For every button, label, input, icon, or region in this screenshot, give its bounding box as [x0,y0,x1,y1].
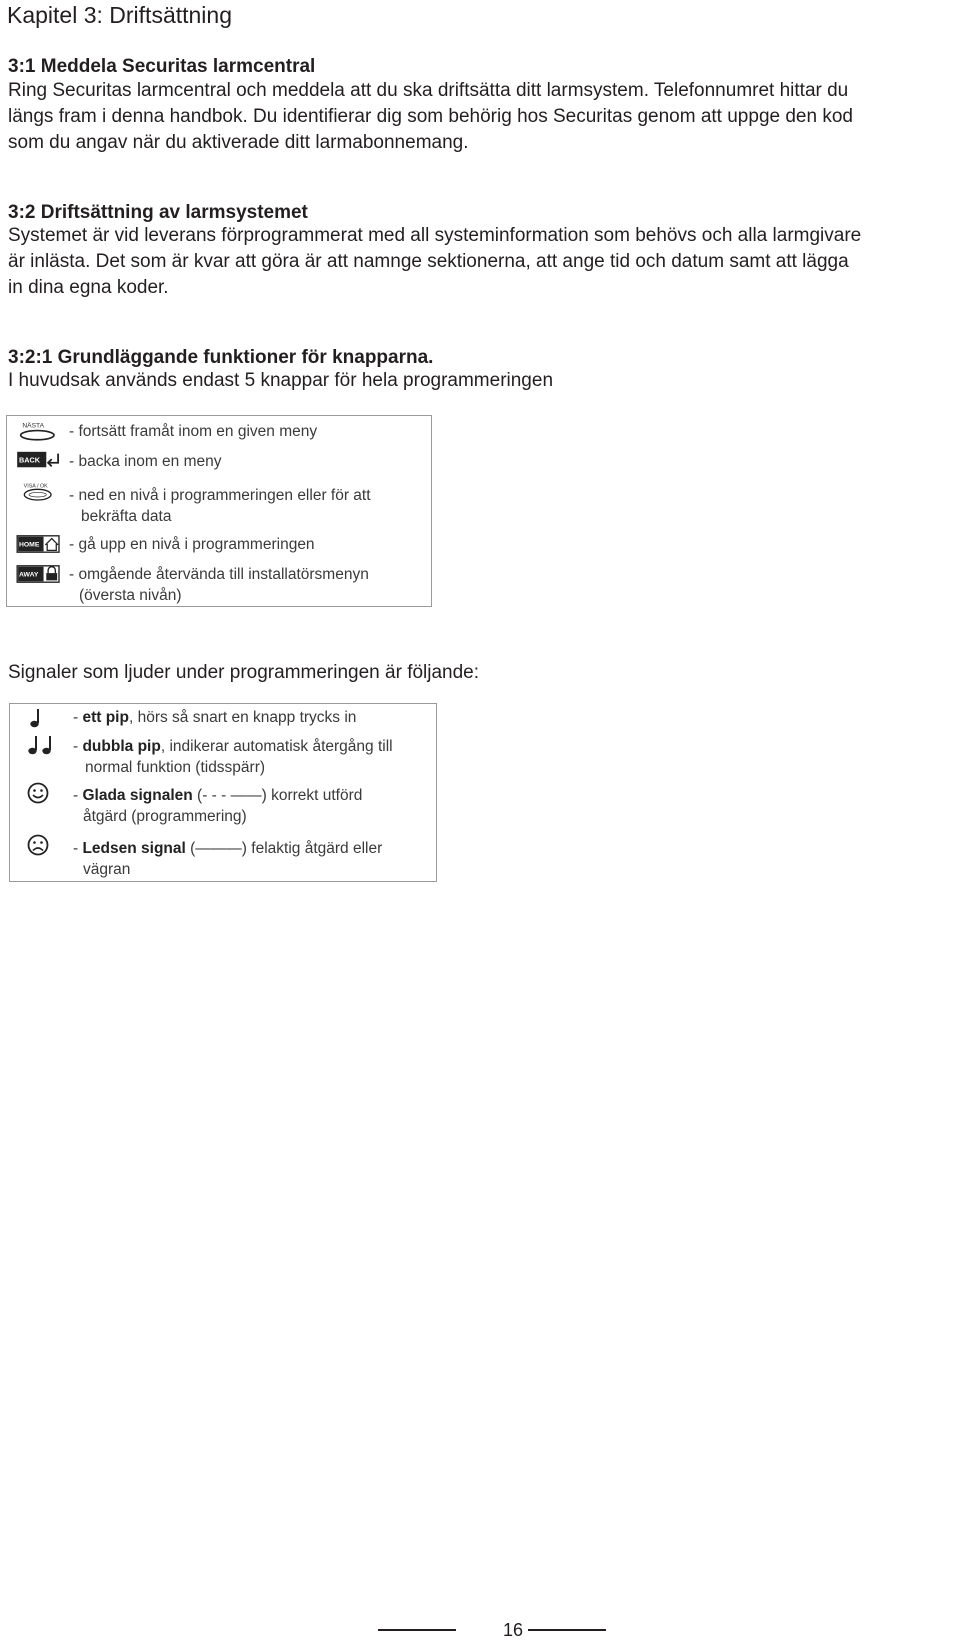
text-line: in dina egna koder. [8,277,169,298]
signal-desc-line2: åtgärd (programmering) [83,808,247,825]
text-line: - ned en nivå i programmeringen eller för att [69,487,371,504]
section-heading-3-1: 3:1 Meddela Securitas larmcentral [8,56,316,77]
signal-name: ett pip [82,709,129,726]
button-desc-nasta: - fortsätt framåt inom en given meny [69,423,318,440]
paragraph-3-2 [8,223,861,301]
button-desc-home: - gå upp en nivå i programmeringen [69,536,315,553]
signal-name: Ledsen signal [82,840,186,857]
signal-desc: (———) felaktig åtgärd eller [185,840,383,857]
button-desc-visa-ok [69,485,371,527]
footer-rule-left [378,1629,456,1631]
signal-row-happy: - Glada signalen (- - - ——) korrekt utförd åtgärd (programmering) [73,787,363,825]
nasta-button-icon [15,421,63,441]
signal-name: dubbla pip [82,738,161,755]
happy-face-icon [26,781,50,805]
chapter-title: Kapitel 3: Driftsättning [7,2,233,28]
button-desc-back: - backa inom en meny [69,453,222,470]
back-button-label: BACK [19,455,40,465]
text-line: (översta nivån) [79,587,182,604]
nasta-button-label: NÄSTA [22,422,45,430]
visa-ok-button-icon [15,482,63,502]
away-button-label: AWAY [19,571,39,579]
signal-desc: (- - - ——) korrekt utförd [192,787,363,804]
signal-row-sad: - Ledsen signal (———) felaktig åtgärd eller vägran [73,840,383,878]
home-button-label: HOME [19,541,40,549]
footer-rule-right [528,1629,606,1631]
signal-desc-line2: vägran [83,861,131,878]
signal-row-single: - ett pip, hörs så snart en knapp trycks in [73,709,357,726]
back-button-icon [15,450,63,470]
section-heading-3-2: 3:2 Driftsättning av larmsystemet [8,202,308,223]
text-line: längs fram i denna handbok. Du identifierar dig som behörig hos Securitas genom att uppge den kod [8,106,853,127]
signal-desc: , indikerar automatisk återgång till [160,738,393,755]
signal-row-double: - dubbla pip, indikerar automatisk återgång till normal funktion (tidsspärr) [73,738,393,776]
visa-ok-button-label: VISA / OK [23,483,48,490]
text-line: bekräfta data [81,508,172,525]
paragraph-3-1 [8,78,853,156]
text-line: Ring Securitas larmcentral och meddela att du ska driftsätta ditt larmsystem. Telefonnumret hittar du [8,80,849,101]
button-desc-away [69,564,369,606]
home-button-icon [15,534,63,554]
text-line: Systemet är vid leverans förprogrammerat med all systeminformation som behövs och alla larmgivare [8,225,862,246]
text-line: som du angav när du aktiverade ditt larmabonnemang. [8,132,469,153]
sad-face-icon [26,833,50,857]
page-number: 16 [502,1620,524,1640]
button-legend-box [6,415,432,607]
away-button-icon [15,564,63,584]
signals-intro: Signaler som ljuder under programmeringen är följande: [8,662,480,683]
text-line: - omgående återvända till installatörsmenyn [69,566,369,583]
signal-desc: , hörs så snart en knapp trycks in [128,709,357,726]
signal-name: Glada signalen [82,787,193,804]
text-line: är inlästa. Det som är kvar att göra är att namnge sektionerna, att ange tid och datum samt att lägga [8,251,849,272]
single-note-icon [28,707,42,729]
signal-desc-line2: normal funktion (tidsspärr) [85,759,266,776]
double-note-icon [26,734,56,756]
paragraph-3-2-1: I huvudsak används endast 5 knappar för hela programmeringen [8,370,554,391]
section-heading-3-2-1: 3:2:1 Grundläggande funktioner för knapparna. [8,347,434,368]
signals-legend-box [9,703,437,882]
